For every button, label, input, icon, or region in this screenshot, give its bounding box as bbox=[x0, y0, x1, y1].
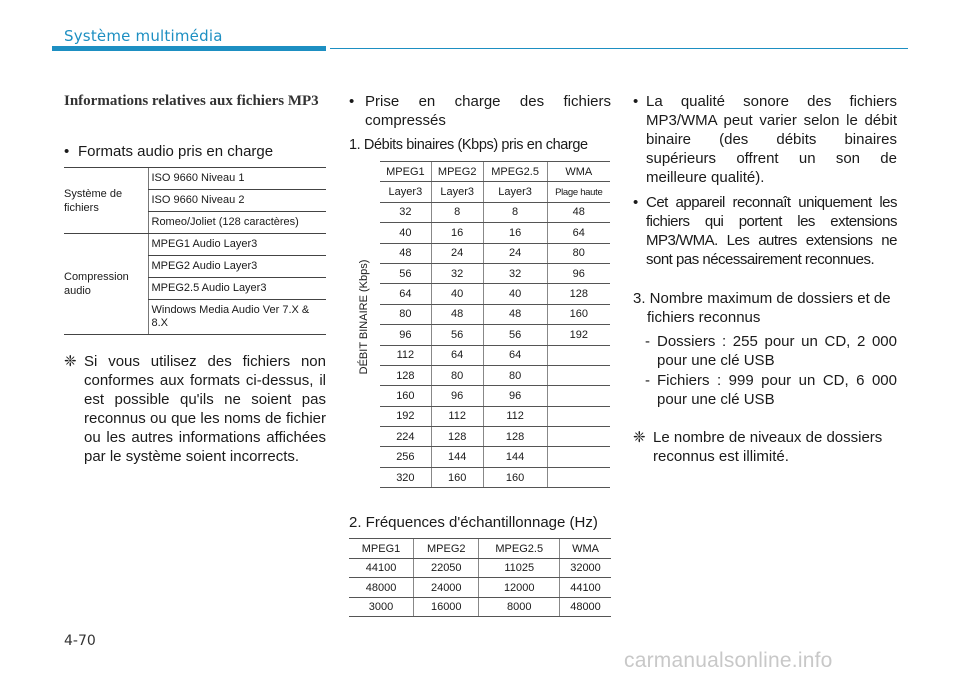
column-1 bbox=[64, 92, 326, 466]
bitrate-cell: 320 bbox=[380, 467, 431, 487]
format-row bbox=[64, 168, 326, 190]
bitrate-cell bbox=[547, 427, 610, 447]
bitrate-block bbox=[349, 161, 611, 488]
bitrate-row bbox=[380, 345, 610, 365]
freq-cell: 22050 bbox=[414, 558, 479, 578]
bitrate-cell: 56 bbox=[483, 325, 547, 345]
bitrate-cell bbox=[547, 386, 610, 406]
bitrate-cell: 16 bbox=[483, 223, 547, 243]
bitrate-row bbox=[380, 447, 610, 467]
note-mark-icon: ❈ bbox=[633, 429, 646, 446]
bitrate-row bbox=[380, 467, 610, 487]
extensions-bullet: • Cet appareil reconnaît uniquement les fichiers qui portent les extensions MP3/WMA. Les autres extensions ne sont pas nécessairement reconnues. bbox=[633, 193, 897, 269]
bitrate-row bbox=[380, 223, 610, 243]
bitrate-cell: 96 bbox=[483, 386, 547, 406]
bitrate-cell: 128 bbox=[483, 427, 547, 447]
quality-bullet: • La qualité sonore des fichiers MP3/WMA peut varier selon le débit binaire (des débits binaires supérieurs offrent un son de meilleure qualité). bbox=[633, 92, 897, 187]
bitrate-cell: 8 bbox=[431, 202, 483, 222]
bitrate-cell: 80 bbox=[431, 365, 483, 385]
bitrate-cell: 80 bbox=[547, 243, 610, 263]
freq-header-cell: MPEG1 bbox=[349, 539, 414, 559]
bitrate-cell: 144 bbox=[483, 447, 547, 467]
files-limit bbox=[633, 371, 897, 409]
files-limit-text: Fichiers : 999 pour un CD, 6 000 pour une clé USB bbox=[657, 372, 897, 408]
dash-mark: - bbox=[645, 372, 650, 389]
format-row bbox=[64, 234, 326, 256]
levels-note bbox=[633, 428, 897, 466]
bitrate-cell: 64 bbox=[483, 345, 547, 365]
bitrate-cell: 24 bbox=[431, 243, 483, 263]
bitrate-cell: 56 bbox=[431, 325, 483, 345]
bitrate-cell: 48 bbox=[483, 304, 547, 324]
freq-cell: 48000 bbox=[560, 597, 611, 617]
bitrate-header-cell: MPEG1 bbox=[380, 162, 431, 182]
freq-row bbox=[349, 578, 611, 598]
freq-cell: 44100 bbox=[349, 558, 414, 578]
bitrate-cell: 256 bbox=[380, 447, 431, 467]
bitrate-cell: 128 bbox=[547, 284, 610, 304]
bitrate-subheader-cell: Layer3 bbox=[380, 182, 431, 202]
bitrate-row bbox=[380, 386, 610, 406]
freq-header-cell: MPEG2 bbox=[414, 539, 479, 559]
freq-row bbox=[349, 558, 611, 578]
freq-cell: 48000 bbox=[349, 578, 414, 598]
freq-header-cell: WMA bbox=[560, 539, 611, 559]
format-value: Windows Media Audio Ver 7.X & 8.X bbox=[148, 300, 326, 335]
bitrate-cell: 80 bbox=[380, 304, 431, 324]
max-files-title: 3. Nombre maximum de dossiers et de fichiers reconnus bbox=[633, 290, 891, 326]
bitrate-row bbox=[380, 304, 610, 324]
note-text: Si vous utilisez des fichiers non conformes aux formats ci-dessus, il est possible qu'ils ne soient pas reconnus ou que les noms de fichier ou les autres informations affichées par le système soient incorrects. bbox=[84, 353, 326, 465]
bitrate-cell: 96 bbox=[380, 325, 431, 345]
bitrate-cell: 48 bbox=[380, 243, 431, 263]
formats-table bbox=[64, 167, 326, 335]
formats-bullet: • Formats audio pris en charge bbox=[64, 142, 326, 161]
bitrate-row bbox=[380, 263, 610, 283]
bitrate-title: 1. Débits binaires (Kbps) pris en charge bbox=[349, 137, 588, 153]
bitrate-cell: 112 bbox=[380, 345, 431, 365]
bitrate-cell: 80 bbox=[483, 365, 547, 385]
bitrate-cell: 112 bbox=[483, 406, 547, 426]
bitrate-cell: 160 bbox=[380, 386, 431, 406]
bitrate-cell: 8 bbox=[483, 202, 547, 222]
bitrate-cell bbox=[547, 447, 610, 467]
bitrate-cell: 40 bbox=[483, 284, 547, 304]
format-value: ISO 9660 Niveau 2 bbox=[148, 190, 326, 212]
bitrate-cell bbox=[547, 467, 610, 487]
folders-limit-text: Dossiers : 255 pour un CD, 2 000 pour une clé USB bbox=[657, 333, 897, 369]
freq-cell: 32000 bbox=[560, 558, 611, 578]
format-value: MPEG2.5 Audio Layer3 bbox=[148, 278, 326, 300]
bitrate-row bbox=[380, 284, 610, 304]
bitrate-axis-label: DÉBIT BINAIRE (Kbps) bbox=[358, 259, 370, 375]
freq-cell: 11025 bbox=[479, 558, 560, 578]
freq-cell: 24000 bbox=[414, 578, 479, 598]
bitrate-row bbox=[380, 427, 610, 447]
format-category: Système de fichiers bbox=[64, 168, 148, 234]
bitrate-cell bbox=[547, 345, 610, 365]
bitrate-header-row bbox=[380, 162, 610, 182]
note-mark-icon: ❈ bbox=[64, 353, 77, 370]
bitrate-header-cell: WMA bbox=[547, 162, 610, 182]
bitrate-cell: 32 bbox=[483, 263, 547, 283]
bitrate-cell: 160 bbox=[547, 304, 610, 324]
bitrate-header-cell: MPEG2.5 bbox=[483, 162, 547, 182]
bitrate-cell: 48 bbox=[547, 202, 610, 222]
folders-limit bbox=[633, 332, 897, 370]
watermark: carmanualsonline.info bbox=[624, 649, 833, 672]
bitrate-subheader-cell: Layer3 bbox=[431, 182, 483, 202]
bitrate-subheader-cell: Layer3 bbox=[483, 182, 547, 202]
bitrate-cell bbox=[547, 406, 610, 426]
bitrate-cell: 64 bbox=[431, 345, 483, 365]
bitrate-cell: 32 bbox=[431, 263, 483, 283]
bitrate-cell: 160 bbox=[483, 467, 547, 487]
freq-header-cell: MPEG2.5 bbox=[479, 539, 560, 559]
column-2 bbox=[349, 92, 611, 617]
bitrate-cell: 64 bbox=[380, 284, 431, 304]
section-heading: Informations relatives aux fichiers MP3 bbox=[64, 93, 319, 109]
bitrate-cell: 128 bbox=[431, 427, 483, 447]
levels-note-text: Le nombre de niveaux de dossiers reconnus est illimité. bbox=[653, 429, 883, 465]
bitrate-cell: 192 bbox=[547, 325, 610, 345]
freq-title: 2. Fréquences d'échantillonnage (Hz) bbox=[349, 514, 598, 532]
bitrate-row bbox=[380, 243, 610, 263]
bitrate-cell: 16 bbox=[431, 223, 483, 243]
dash-mark: - bbox=[645, 333, 650, 350]
freq-cell: 8000 bbox=[479, 597, 560, 617]
header-rule bbox=[330, 48, 908, 49]
freq-cell: 12000 bbox=[479, 578, 560, 598]
header-accent-bar bbox=[52, 46, 326, 51]
format-value: MPEG2 Audio Layer3 bbox=[148, 256, 326, 278]
bitrate-row bbox=[380, 365, 610, 385]
section-title: Système multimédia bbox=[64, 27, 223, 45]
bitrate-subheader-row bbox=[380, 182, 610, 202]
freq-cell: 16000 bbox=[414, 597, 479, 617]
bitrate-cell bbox=[547, 365, 610, 385]
format-value: ISO 9660 Niveau 1 bbox=[148, 168, 326, 190]
bitrate-row bbox=[380, 325, 610, 345]
bitrate-cell: 24 bbox=[483, 243, 547, 263]
freq-table bbox=[349, 538, 611, 617]
bitrate-cell: 144 bbox=[431, 447, 483, 467]
bitrate-cell: 128 bbox=[380, 365, 431, 385]
column-3 bbox=[633, 92, 897, 466]
bitrate-cell: 112 bbox=[431, 406, 483, 426]
format-value: Romeo/Joliet (128 caractères) bbox=[148, 212, 326, 234]
freq-cell: 44100 bbox=[560, 578, 611, 598]
bitrate-table bbox=[380, 161, 610, 488]
freq-row bbox=[349, 597, 611, 617]
format-category: Compression audio bbox=[64, 234, 148, 335]
bitrate-cell: 40 bbox=[380, 223, 431, 243]
format-value: MPEG1 Audio Layer3 bbox=[148, 234, 326, 256]
compressed-bullet: • Prise en charge des fichiers compressés bbox=[349, 92, 611, 130]
bitrate-cell: 96 bbox=[431, 386, 483, 406]
bitrate-cell: 192 bbox=[380, 406, 431, 426]
page-number: 4-70 bbox=[64, 633, 96, 649]
bitrate-cell: 40 bbox=[431, 284, 483, 304]
bitrate-cell: 96 bbox=[547, 263, 610, 283]
bitrate-row bbox=[380, 406, 610, 426]
formats-note bbox=[64, 352, 326, 466]
bitrate-cell: 32 bbox=[380, 202, 431, 222]
bitrate-cell: 224 bbox=[380, 427, 431, 447]
bitrate-header-cell: MPEG2 bbox=[431, 162, 483, 182]
bitrate-cell: 160 bbox=[431, 467, 483, 487]
bitrate-row bbox=[380, 202, 610, 222]
bitrate-cell: 48 bbox=[431, 304, 483, 324]
bitrate-cell: 56 bbox=[380, 263, 431, 283]
freq-header-row bbox=[349, 539, 611, 559]
bitrate-cell: 64 bbox=[547, 223, 610, 243]
bitrate-subheader-cell: Plage haute bbox=[547, 182, 610, 202]
freq-cell: 3000 bbox=[349, 597, 414, 617]
